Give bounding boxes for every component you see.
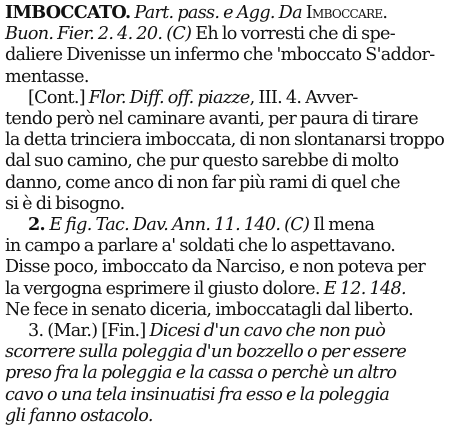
text-segment: si è di bisogno. xyxy=(5,193,125,214)
entry-line xyxy=(5,299,413,321)
headword: IMBOCCATO. xyxy=(5,2,131,23)
text-segment: la vergogna esprimere il giusto dolore. xyxy=(5,278,324,299)
text-segment: in campo a parlare a' soldati che lo aspettavano. xyxy=(5,236,396,257)
text-segment: la detta trinciera imboccata, di non slontanarsi troppo xyxy=(5,130,445,151)
entry-line xyxy=(5,108,418,130)
entry-line xyxy=(5,362,396,384)
entry-line xyxy=(5,44,435,66)
text-segment: mentasse. xyxy=(5,66,89,87)
text-segment: tendo però nel caminare avanti, per paura di tirare xyxy=(5,109,418,129)
text-segment: Dicesi d'un cavo che non può xyxy=(149,321,386,341)
text-segment: E fig. Tac. Dav. Ann. 11. 140. (C) xyxy=(49,215,310,235)
entry-line xyxy=(5,341,406,363)
text-segment: Flor. Diff. off. piazze xyxy=(88,87,250,108)
text-segment: daliere Divenisse un infermo che 'mboccato S'addor- xyxy=(5,45,435,66)
text-segment: Part. pass. e Agg. Da xyxy=(134,3,306,23)
text-segment: gli fanno ostacolo. xyxy=(5,405,153,426)
entry-line xyxy=(5,150,398,172)
entry-line xyxy=(5,129,444,151)
text-segment: [Cont.] xyxy=(28,87,89,108)
text-segment: preso fra la poleggia e la cassa o perchè un altro xyxy=(5,363,397,384)
text-segment: 2. xyxy=(28,214,50,235)
entry-line xyxy=(5,278,406,300)
entry-line xyxy=(28,214,374,236)
entry-line xyxy=(28,87,358,109)
entry-line xyxy=(28,320,385,342)
entry-line xyxy=(5,2,387,24)
entry-line xyxy=(5,193,125,215)
text-segment: scorrere sulla poleggia d'un bozzello o per essere xyxy=(5,342,407,363)
entry-line xyxy=(5,256,425,278)
text-segment: Disse poco, imboccato da Narciso, e non poteva per xyxy=(5,257,426,278)
entry-line xyxy=(5,23,395,45)
text-segment: cavo o una tela insinuatisi fra esso e la poleggia xyxy=(5,384,390,405)
text-segment: E 12. 148. xyxy=(323,278,406,299)
entry-line xyxy=(5,235,395,257)
entry-line xyxy=(5,405,153,427)
text-segment: Ne fece in senato diceria, imboccatagli dal liberto. xyxy=(5,299,413,320)
text-segment: , III. 4. Avver- xyxy=(249,87,358,108)
entry-line xyxy=(5,172,400,194)
text-segment: Eh lo vorresti che di spe- xyxy=(191,24,395,45)
text-segment: Imboccare. xyxy=(305,3,388,23)
text-segment: dal suo camino, che pur questo sarebbe di molto xyxy=(5,151,399,172)
entry-line xyxy=(5,66,89,88)
entry-line xyxy=(5,384,389,406)
text-segment: Buon. Fier. 2. 4. 20. (C) xyxy=(5,24,192,45)
text-segment: danno, come anco di non far più rami di quel che xyxy=(5,172,400,193)
text-segment: 3. (Mar.) [Fin.] xyxy=(28,321,150,341)
text-segment: Il mena xyxy=(309,215,375,235)
